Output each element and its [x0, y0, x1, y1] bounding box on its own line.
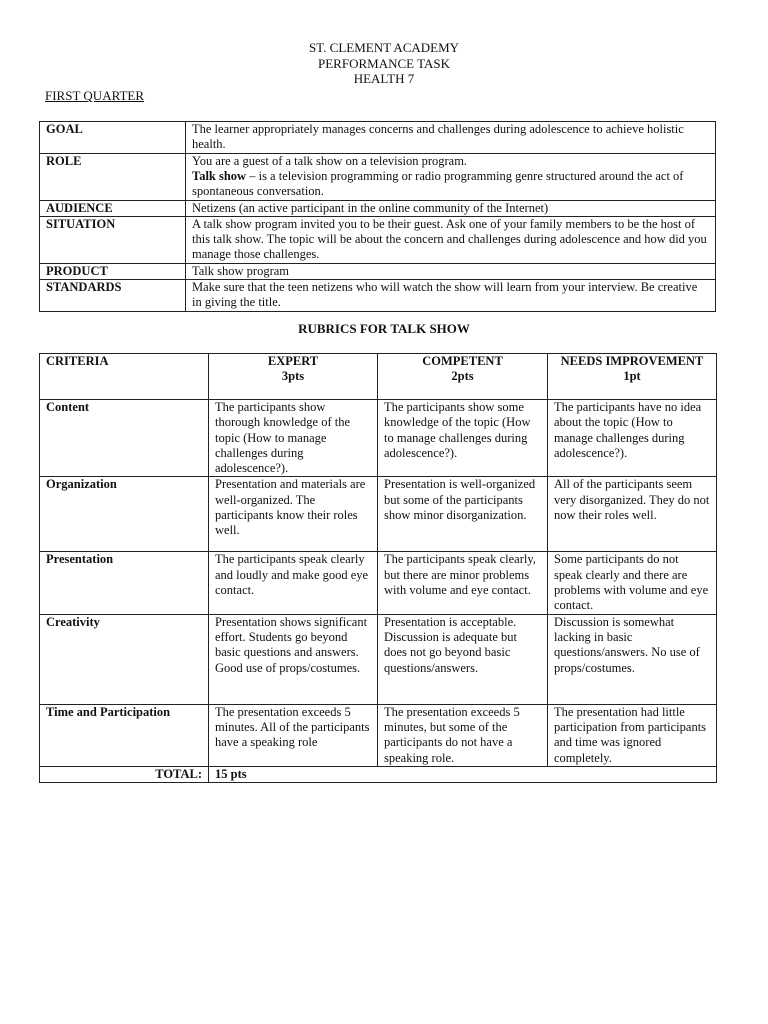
product-text: Talk show program: [186, 263, 716, 279]
total-value: 15 pts: [209, 766, 717, 782]
table-row: [40, 704, 717, 766]
standards-label: STANDARDS: [40, 280, 186, 312]
expert-cell: Presentation shows significant effort. Students go beyond basic questions and answers. Good use of props/costumes.: [209, 614, 378, 704]
rubric-table: [39, 353, 717, 783]
level-points: 2pts: [451, 369, 474, 384]
criterion-cell: Content: [40, 400, 209, 477]
expert-cell: The participants show thorough knowledge of the topic (How to manage challenges during adolescence?).: [209, 400, 378, 477]
criterion-cell: Time and Participation: [40, 704, 209, 766]
level-name: EXPERT: [267, 354, 319, 368]
level-header-needs-improvement: [548, 354, 717, 400]
table-row: [40, 153, 716, 200]
subject-title: HEALTH 7: [353, 71, 415, 86]
criteria-header: CRITERIA: [40, 354, 209, 400]
talk-show-term: Talk show: [192, 168, 247, 183]
role-label: ROLE: [40, 153, 186, 200]
level-points: 1pt: [623, 369, 641, 384]
table-row: [40, 477, 717, 552]
table-row: [40, 200, 716, 216]
criterion-cell: Creativity: [40, 614, 209, 704]
level-name: NEEDS IMPROVEMENT: [560, 354, 704, 368]
criterion-cell: Presentation: [40, 552, 209, 614]
table-row: [40, 122, 716, 154]
grasps-table: [39, 121, 716, 312]
needs-improvement-cell: The participants have no idea about the topic (How to manage challenges during adolescence?).: [548, 400, 717, 477]
table-row: [40, 400, 717, 477]
total-row: [40, 766, 717, 782]
table-row: [40, 614, 717, 704]
needs-improvement-cell: All of the participants seem very disorganized. They do not now their roles well.: [548, 477, 717, 552]
level-points: 3pts: [281, 369, 305, 384]
goal-text: The learner appropriately manages concerns and challenges during adolescence to achieve holistic health.: [186, 122, 716, 154]
needs-improvement-cell: Discussion is somewhat lacking in basic questions/answers. No use of props/costumes.: [548, 614, 717, 704]
role-text: You are a guest of a talk show on a television program.: [192, 153, 468, 168]
role-cell: [186, 153, 716, 200]
table-row: [40, 280, 716, 312]
expert-cell: The participants speak clearly and loudly and make good eye contact.: [209, 552, 378, 614]
level-header-competent: [378, 354, 548, 400]
expert-cell: The presentation exceeds 5 minutes. All of the participants have a speaking role: [209, 704, 378, 766]
level-name: COMPETENT: [422, 354, 503, 368]
criterion-cell: Organization: [40, 477, 209, 552]
table-row: [40, 216, 716, 263]
task-title: PERFORMANCE TASK: [318, 55, 450, 71]
total-label: TOTAL:: [40, 766, 209, 782]
needs-improvement-cell: The presentation had little participation from participants and time was ignored completely.: [548, 704, 717, 766]
competent-cell: Presentation is acceptable. Discussion is adequate but does not go beyond basic questions/answers.: [378, 614, 548, 704]
goal-label: GOAL: [40, 122, 186, 154]
situation-text: A talk show program invited you to be their guest. Ask one of your family members to be the host of this talk show. The topic will be about the concern and challenges during adolescence and how did you manage those challenges.: [186, 216, 716, 263]
school-name: ST. CLEMENT ACADEMY: [308, 40, 460, 55]
situation-label: SITUATION: [40, 216, 186, 263]
competent-cell: The presentation exceeds 5 minutes, but some of the participants do not have a speaking role.: [378, 704, 548, 766]
document-header: [0, 40, 768, 87]
quarter-label: FIRST QUARTER: [45, 88, 145, 103]
audience-text: Netizens (an active participant in the online community of the Internet): [186, 200, 716, 216]
competent-cell: The participants show some knowledge of the topic (How to manage challenges during adolescence?).: [378, 400, 548, 477]
competent-cell: Presentation is well-organized but some of the participants show minor disorganization.: [378, 477, 548, 552]
expert-cell: Presentation and materials are well-organized. The participants know their roles well.: [209, 477, 378, 552]
table-row: [40, 552, 717, 614]
talk-show-definition: – is a television programming or radio programming genre structured around the act of spontaneous conversation.: [192, 168, 684, 199]
audience-label: AUDIENCE: [40, 200, 186, 216]
rubric-title: RUBRICS FOR TALK SHOW: [298, 321, 470, 336]
standards-text: Make sure that the teen netizens who will watch the show will learn from your interview. Be creative in giving the title.: [186, 280, 716, 312]
level-header-expert: [209, 354, 378, 400]
product-label: PRODUCT: [40, 263, 186, 279]
needs-improvement-cell: Some participants do not speak clearly and there are problems with volume and eye contact.: [548, 552, 717, 614]
role-definition: [192, 169, 710, 200]
table-row: [40, 263, 716, 279]
competent-cell: The participants speak clearly, but there are minor problems with volume and eye contact.: [378, 552, 548, 614]
rubric-header-row: [40, 354, 717, 400]
